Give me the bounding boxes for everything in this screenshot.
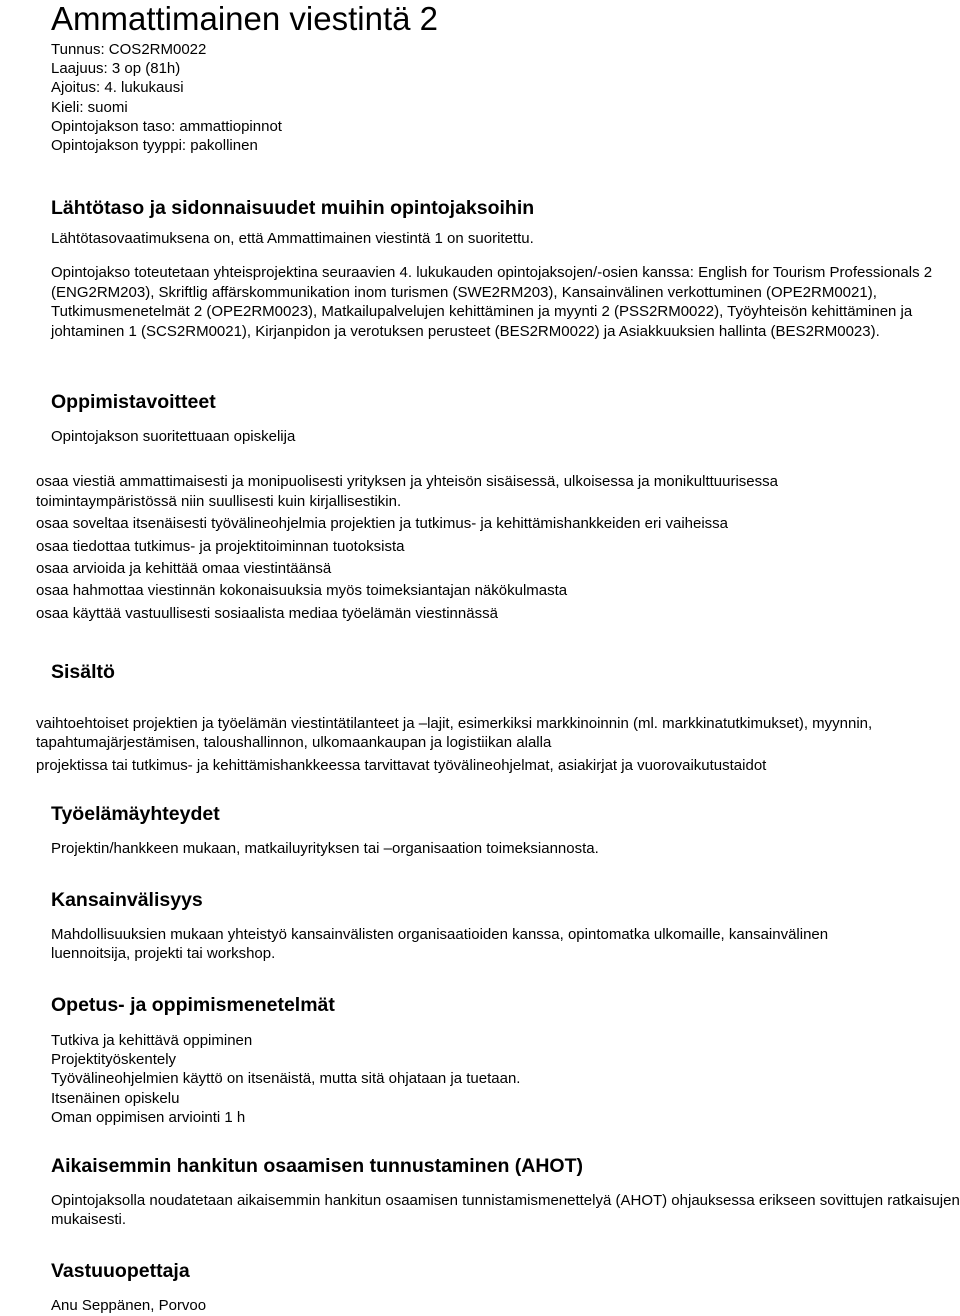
section-content — [36, 660, 960, 775]
meta-type: Opintojakson tyyppi: pakollinen — [51, 137, 258, 155]
worklife-text: Projektin/hankkeen mukaan, matkailuyrityksen tai –organisaation toimeksiannosta. — [51, 840, 599, 857]
section-prerequisites — [51, 196, 960, 341]
method-line: Oman oppimisen arviointi 1 h — [51, 1108, 246, 1126]
section-heading-worklife: Työelämäyhteydet — [51, 803, 220, 825]
joint-project-text: Opintojakso toteutetaan yhteisprojektina seuraavien 4. lukukauden opintojaksojen/-osien kanssa: English for Tourism Professionals 2 (ENG2RM203), Skriftlig affärskommunikation inom turismen (SWE2RM203), Kansainvälinen verkottuminen (OPE2RM0021), Tutkimusmenetelmät 2 (OPE2RM0023), Matkailupalvelujen kehittäminen ja myynti 2 (PSS2RM0022), Työyhteisön kehittäminen ja johtaminen 1 (SCS2RM0021), Kirjanpidon ja verotuksen perusteet (BES2RM0022) ja Asiakkuuksien hallinta (BES2RM0023). — [51, 264, 933, 340]
list-item: osaa arvioida ja kehittää omaa viestintäänsä — [36, 560, 332, 578]
course-meta — [51, 40, 282, 155]
section-heading-objectives: Oppimistavoitteet — [51, 391, 216, 413]
content-list — [36, 714, 936, 775]
objectives-list — [36, 472, 861, 623]
section-objectives — [36, 390, 960, 623]
meta-timing: Ajoitus: 4. lukukausi — [51, 79, 184, 97]
list-item: osaa tiedottaa tutkimus- ja projektitoiminnan tuotoksista — [36, 537, 405, 555]
international-text: Mahdollisuuksien mukaan yhteistyö kansainvälisten organisaatioiden kanssa, opintomatka ulkomaille, kansainvälinen luennoitsija, projekti tai workshop. — [51, 926, 829, 963]
method-line: Projektityöskentely — [51, 1051, 177, 1069]
section-heading-ahot: Aikaisemmin hankitun osaamisen tunnustaminen (AHOT) — [51, 1155, 584, 1177]
meta-code: Tunnus: COS2RM0022 — [51, 41, 207, 58]
section-worklife — [51, 802, 960, 858]
meta-language: Kieli: suomi — [51, 98, 128, 116]
section-heading-methods: Opetus- ja oppimismenetelmät — [51, 994, 335, 1016]
list-item: osaa soveltaa itsenäisesti työvälineohjelmia projektien ja tutkimus- ja kehittämishankkeiden eri vaiheissa — [36, 515, 729, 533]
section-international — [51, 888, 960, 964]
section-methods — [51, 993, 960, 1127]
section-teacher — [51, 1259, 960, 1315]
section-heading-prerequisites: Lähtötaso ja sidonnaisuudet muihin opintojaksoihin — [51, 197, 535, 219]
list-item: osaa hahmottaa viestinnän kokonaisuuksia myös toimeksiantajan näkökulmasta — [36, 582, 568, 600]
section-heading-international: Kansainvälisyys — [51, 889, 203, 911]
meta-scope: Laajuus: 3 op (81h) — [51, 60, 181, 78]
method-line: Tutkiva ja kehittävä oppiminen — [51, 1032, 253, 1049]
method-line: Työvälineohjelmien käyttö on itsenäistä, mutta sitä ohjataan ja tuetaan. — [51, 1070, 521, 1088]
meta-level: Opintojakson taso: ammattiopinnot — [51, 117, 282, 135]
list-item: osaa käyttää vastuullisesti sosiaalista mediaa työelämän viestinnässä — [36, 604, 498, 622]
section-heading-content: Sisältö — [51, 661, 115, 683]
method-line: Itsenäinen opiskelu — [51, 1089, 180, 1107]
section-ahot — [51, 1154, 960, 1230]
objectives-intro: Opintojakson suoritettuaan opiskelija — [51, 428, 296, 445]
list-item: projektissa tai tutkimus- ja kehittämishankkeessa tarvittavat työvälineohjelmat, asiakirjat ja vuorovaikutustaidot — [36, 756, 767, 774]
methods-lines — [51, 1031, 960, 1127]
list-item: vaihtoehtoiset projektien ja työelämän viestintätilanteet ja –lajit, esimerkiksi markkinoinnin (ml. markkinatutkimukset), myynnin, tapahtumajärjestämisen, taloushallinnon, ulkomaankaupan ja logistiikan alalla — [36, 715, 873, 752]
ahot-text: Opintojaksolla noudatetaan aikaisemmin hankitun osaamisen tunnistamismenettelyä (AHOT) ohjauksessa erikseen sovittujen ratkaisujen mukaisesti. — [51, 1192, 960, 1229]
page-title: Ammattimainen viestintä 2 — [51, 0, 438, 37]
section-heading-teacher: Vastuuopettaja — [51, 1260, 190, 1282]
prerequisite-text: Lähtötasovaatimuksena on, että Ammattimainen viestintä 1 on suoritettu. — [51, 230, 534, 247]
teacher-name: Anu Seppänen, Porvoo — [51, 1297, 207, 1314]
list-item: osaa viestiä ammattimaisesti ja monipuolisesti yrityksen ja yhteisön sisäisessä, ulkoisessa ja monikulttuurisessa toimintaympäristössä niin suullisesti kuin kirjallisestikin. — [36, 473, 778, 510]
